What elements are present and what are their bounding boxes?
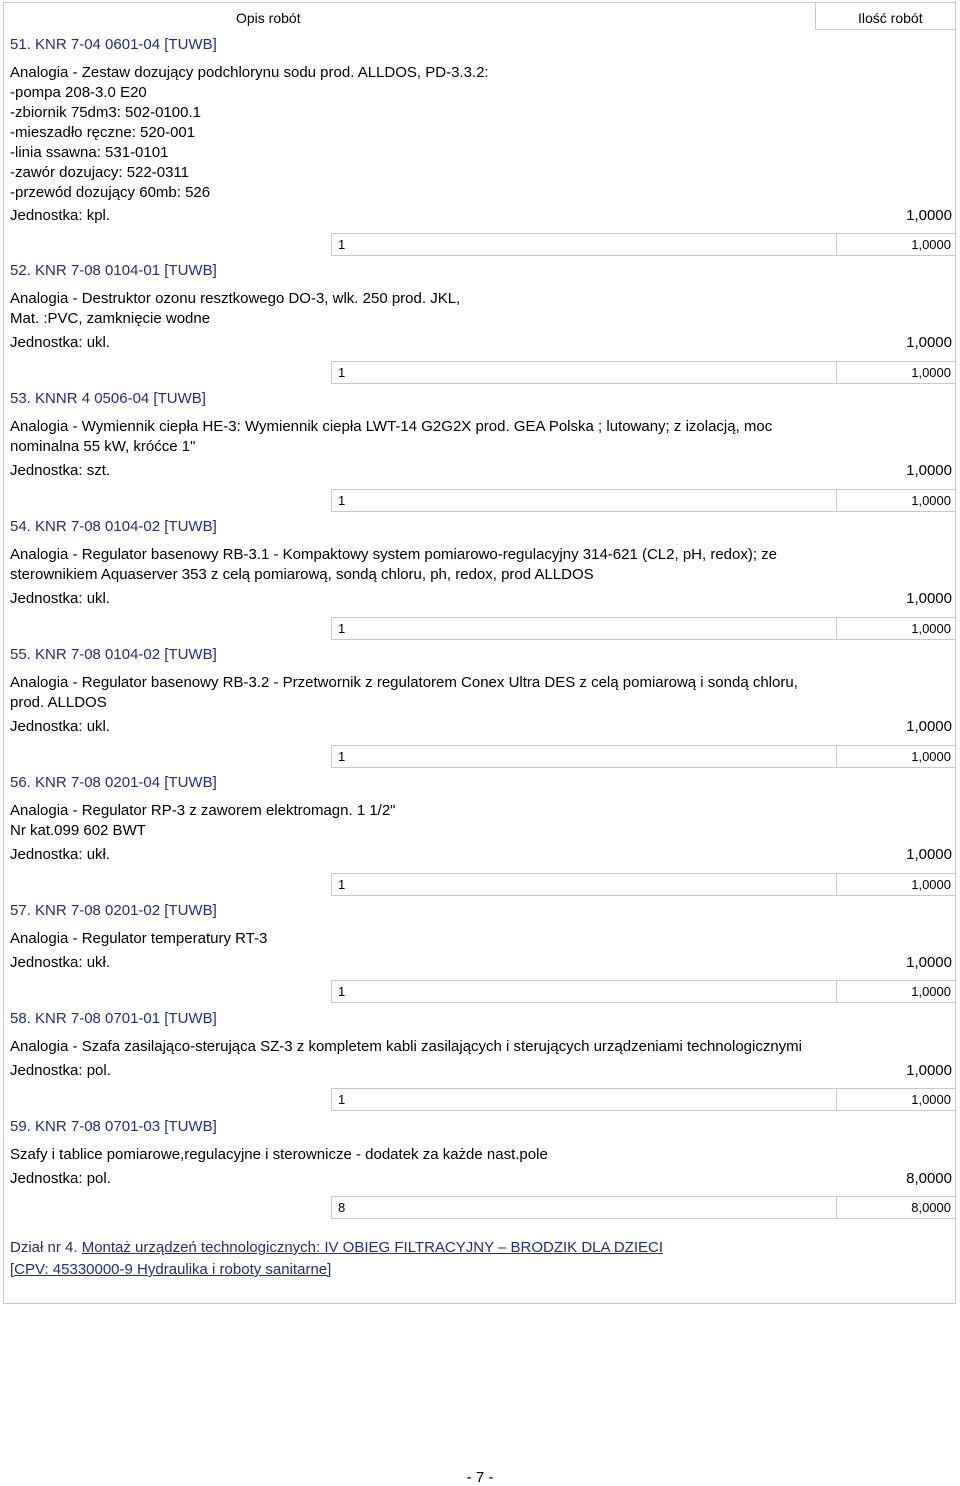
calc-expression: 1 (338, 749, 346, 764)
section-prefix: Dział nr 4. (10, 1239, 82, 1256)
item-description-line: -przewód dozujący 60mb: 526 (10, 184, 211, 201)
item-description-line: nominalna 55 kW, króćce 1" (10, 438, 196, 455)
calc-divider (836, 362, 837, 383)
section-title: Montaż urządzeń technologicznych: IV OBIEG FILTRACYJNY – BRODZIK DLA DZIECI (81, 1239, 664, 1256)
item-code-53: 53. KNNR 4 0506-04 [TUWB] (10, 390, 206, 407)
item-calculation-row (331, 873, 956, 896)
page-number: - 7 - (466, 1469, 494, 1486)
section-heading (10, 1237, 663, 1281)
item-description-line: Mat. :PVC, zamknięcie wodne (10, 310, 211, 327)
calc-result: 1,0000 (911, 493, 951, 508)
item-description-line: Analogia - Zestaw dozujący podchlorynu sodu prod. ALLDOS, PD-3.3.2: (10, 64, 489, 81)
item-description-line: Analogia - Wymiennik ciepła HE-3: Wymiennik ciepła LWT-14 G2G2X prod. GEA Polska ; lutowany; z izolacją, moc (10, 418, 773, 435)
item-unit-quantity: 1,0000 (906, 1062, 952, 1079)
item-description-line: Szafy i tablice pomiarowe,regulacyjne i sterownicze - dodatek za każde nast.pole (10, 1146, 548, 1163)
item-description-line: Analogia - Regulator basenowy RB-3.1 - Kompaktowy system pomiarowo-regulacyjny 314-621 (CL2, pH, redox); ze (10, 546, 778, 563)
item-description-line: Analogia - Regulator RP-3 z zaworem elektromagn. 1 1/2" (10, 802, 396, 819)
item-calculation-row (331, 617, 956, 640)
quantity-column-header: Ilość robót (858, 10, 923, 26)
item-calculation-row (331, 489, 956, 512)
item-unit: Jednostka: ukl. (10, 718, 111, 735)
item-description-line: -pompa 208-3.0 E20 (10, 84, 147, 101)
item-description-line: prod. ALLDOS (10, 694, 107, 711)
calc-divider (836, 746, 837, 767)
item-code-55: 55. KNR 7-08 0104-02 [TUWB] (10, 646, 217, 663)
item-unit-quantity: 1,0000 (906, 334, 952, 351)
item-description-line: -zbiornik 75dm3: 502-0100.1 (10, 104, 201, 121)
item-code-52: 52. KNR 7-08 0104-01 [TUWB] (10, 262, 217, 279)
item-description-line: Analogia - Regulator temperatury RT-3 (10, 930, 268, 947)
calc-result: 1,0000 (911, 1092, 951, 1107)
item-description-line: sterownikiem Aquaserver 353 z celą pomiarową, sondą chloru, ph, redox, prod ALLDOS (10, 566, 594, 583)
item-unit: Jednostka: szt. (10, 462, 111, 479)
calc-expression: 1 (338, 493, 346, 508)
header-underline (815, 29, 956, 30)
calc-divider (836, 1197, 837, 1218)
item-code-54: 54. KNR 7-08 0104-02 [TUWB] (10, 518, 217, 535)
calc-expression: 1 (338, 1092, 346, 1107)
calc-expression: 1 (338, 237, 346, 252)
calc-result: 1,0000 (911, 749, 951, 764)
calc-expression: 1 (338, 621, 346, 636)
item-description-line: -linia ssawna: 531-0101 (10, 144, 169, 161)
calc-expression: 1 (338, 984, 346, 999)
calc-divider (836, 1089, 837, 1110)
calc-divider (836, 981, 837, 1002)
item-unit-quantity: 8,0000 (906, 1170, 952, 1187)
calc-result: 1,0000 (911, 621, 951, 636)
item-unit: Jednostka: pol. (10, 1170, 111, 1187)
item-unit: Jednostka: ukl. (10, 334, 111, 351)
item-unit-quantity: 1,0000 (906, 846, 952, 863)
calc-result: 1,0000 (911, 984, 951, 999)
item-unit-quantity: 1,0000 (906, 954, 952, 971)
item-description-line: Analogia - Regulator basenowy RB-3.2 - Przetwornik z regulatorem Conex Ultra DES z celą pomiarową i sondą chloru, (10, 674, 798, 691)
calc-result: 8,0000 (911, 1200, 951, 1215)
item-unit-quantity: 1,0000 (906, 718, 952, 735)
item-calculation-row (331, 745, 956, 768)
item-unit: Jednostka: ukł. (10, 846, 111, 863)
item-unit: Jednostka: ukl. (10, 590, 111, 607)
header-divider (815, 2, 816, 30)
item-description-line: Analogia - Destruktor ozonu resztkowego DO-3, wlk. 250 prod. JKL, (10, 290, 461, 307)
calc-result: 1,0000 (911, 365, 951, 380)
calc-divider (836, 618, 837, 639)
calc-result: 1,0000 (911, 877, 951, 892)
calc-divider (836, 234, 837, 255)
calc-divider (836, 874, 837, 895)
item-code-59: 59. KNR 7-08 0701-03 [TUWB] (10, 1118, 217, 1135)
item-code-58: 58. KNR 7-08 0701-01 [TUWB] (10, 1010, 217, 1027)
calc-divider (836, 490, 837, 511)
item-calculation-row (331, 1196, 956, 1219)
item-unit-quantity: 1,0000 (906, 590, 952, 607)
item-code-56: 56. KNR 7-08 0201-04 [TUWB] (10, 774, 217, 791)
item-description-line: -mieszadło ręczne: 520-001 (10, 124, 196, 141)
item-calculation-row (331, 1088, 956, 1111)
item-calculation-row (331, 980, 956, 1003)
item-unit-quantity: 1,0000 (906, 462, 952, 479)
item-unit-quantity: 1,0000 (906, 207, 952, 224)
item-code-57: 57. KNR 7-08 0201-02 [TUWB] (10, 902, 217, 919)
item-code-51: 51. KNR 7-04 0601-04 [TUWB] (10, 36, 217, 53)
item-unit: Jednostka: pol. (10, 1062, 111, 1079)
item-unit: Jednostka: kpl. (10, 207, 111, 224)
item-calculation-row (331, 233, 956, 256)
item-description-line: Analogia - Szafa zasilająco-sterująca SZ-3 z kompletem kabli zasilających i sterujących urządzeniami technologicznymi (10, 1038, 803, 1055)
calc-result: 1,0000 (911, 237, 951, 252)
item-calculation-row (331, 361, 956, 384)
item-description-line: Nr kat.099 602 BWT (10, 822, 146, 839)
section-cpv: [CPV: 45330000-9 Hydraulika i roboty sanitarne] (10, 1261, 332, 1278)
item-unit: Jednostka: ukł. (10, 954, 111, 971)
calc-expression: 8 (338, 1200, 346, 1215)
calc-expression: 1 (338, 877, 346, 892)
description-column-header: Opis robót (236, 10, 301, 26)
calc-expression: 1 (338, 365, 346, 380)
item-description-line: -zawór dozujacy: 522-0311 (10, 164, 189, 181)
